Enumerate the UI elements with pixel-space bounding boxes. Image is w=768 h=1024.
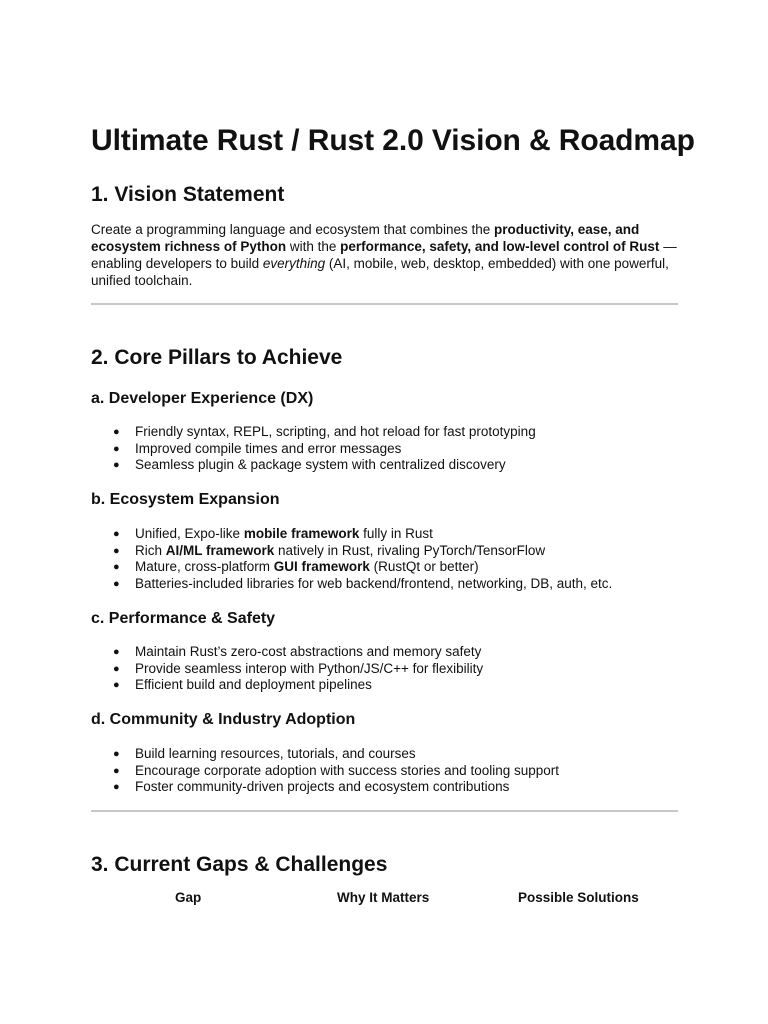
list-item-text: Batteries-included libraries for web backend/frontend, networking, DB, auth, etc. [135,575,613,591]
list-item-text: Provide seamless interop with Python/JS/C++ for flexibility [135,660,484,676]
vision-text-1: Create a programming language and ecosystem that combines the [91,222,494,237]
bullet-icon: ● [113,442,120,455]
list-item [113,559,612,576]
list-item [113,576,612,593]
list-item-text: Rich [135,542,166,558]
bullet-icon: ● [113,679,120,691]
list-item [113,543,612,560]
community-list [113,746,559,796]
list-item [113,661,483,678]
page-title: Ultimate Rust / Rust 2.0 Vision & Roadmap [91,124,695,157]
bullet-icon: ● [113,577,120,590]
vision-statement [91,221,681,289]
list-item [113,526,612,543]
list-item-text: Build learning resources, tutorials, and courses [135,746,416,761]
gaps-table-header [91,890,678,908]
list-item-text: Maintain Rust’s zero-cost abstractions and memory safety [135,644,482,659]
pillars-heading: 2. Core Pillars to Achieve [91,346,343,369]
dx-heading: a. Developer Experience (DX) [91,390,314,407]
vision-bold-rust: performance, safety, and low-level control of Rust [340,239,660,254]
dx-list [113,424,536,474]
bullet-icon: ● [113,561,120,573]
gaps-heading: 3. Current Gaps & Challenges [91,853,388,876]
bullet-icon: ● [113,781,120,793]
list-item-text: Improved compile times and error messages [135,440,402,456]
list-item-text: natively in Rust, rivaling PyTorch/TensorFlow [274,542,546,558]
performance-heading: c. Performance & Safety [91,610,276,627]
vision-text-4: (AI, mobile, web, desktop, embedded) with one powerful, unified toolchain. [91,256,669,288]
list-item [113,457,536,474]
list-item-text: Seamless plugin & package system with centralized discovery [135,457,506,472]
list-item [113,441,536,458]
bullet-icon: ● [113,748,120,760]
list-item [113,746,559,763]
list-item-text: Friendly syntax, REPL, scripting, and hot reload for fast prototyping [135,424,536,439]
bullet-icon: ● [113,426,120,438]
vision-italic-everything: everything [262,256,326,271]
column-header-why-it-matters: Why It Matters [337,890,430,905]
list-item [113,677,483,694]
list-item [113,644,483,661]
list-item-text: Unified, Expo-like [135,526,244,541]
list-item-text: Mature, cross-platform [135,559,274,574]
list-item-bold: mobile framework [243,526,360,541]
ecosystem-list [113,526,612,592]
list-item [113,763,559,780]
performance-list [113,644,483,694]
list-item-text: Foster community-driven projects and ecosystem contributions [135,779,510,794]
list-item-text: Efficient build and deployment pipelines [135,677,372,692]
section-divider [91,810,678,812]
bullet-icon: ● [113,764,120,777]
vision-bold-python: productivity, ease, and ecosystem richness of Python [91,222,640,254]
list-item-bold: GUI framework [273,559,370,574]
community-heading: d. Community & Industry Adoption [91,711,356,728]
bullet-icon: ● [113,544,120,557]
bullet-icon: ● [113,662,120,675]
column-header-possible-solutions: Possible Solutions [518,890,639,905]
list-item [113,779,559,796]
list-item-text: (RustQt or better) [369,559,479,574]
vision-text-3: — enabling developers to build [91,239,677,271]
bullet-icon: ● [113,528,120,540]
list-item-text: Encourage corporate adoption with success stories and tooling support [135,762,560,778]
list-item-text: fully in Rust [359,526,433,541]
list-item-bold: AI/ML framework [165,542,275,558]
bullet-icon: ● [113,646,120,658]
list-item [113,424,536,441]
bullet-icon: ● [113,459,120,471]
column-header-gap: Gap [175,890,202,905]
vision-heading: 1. Vision Statement [91,183,285,206]
vision-text-2: with the [286,239,341,254]
ecosystem-heading: b. Ecosystem Expansion [91,491,280,508]
section-divider [91,303,678,305]
